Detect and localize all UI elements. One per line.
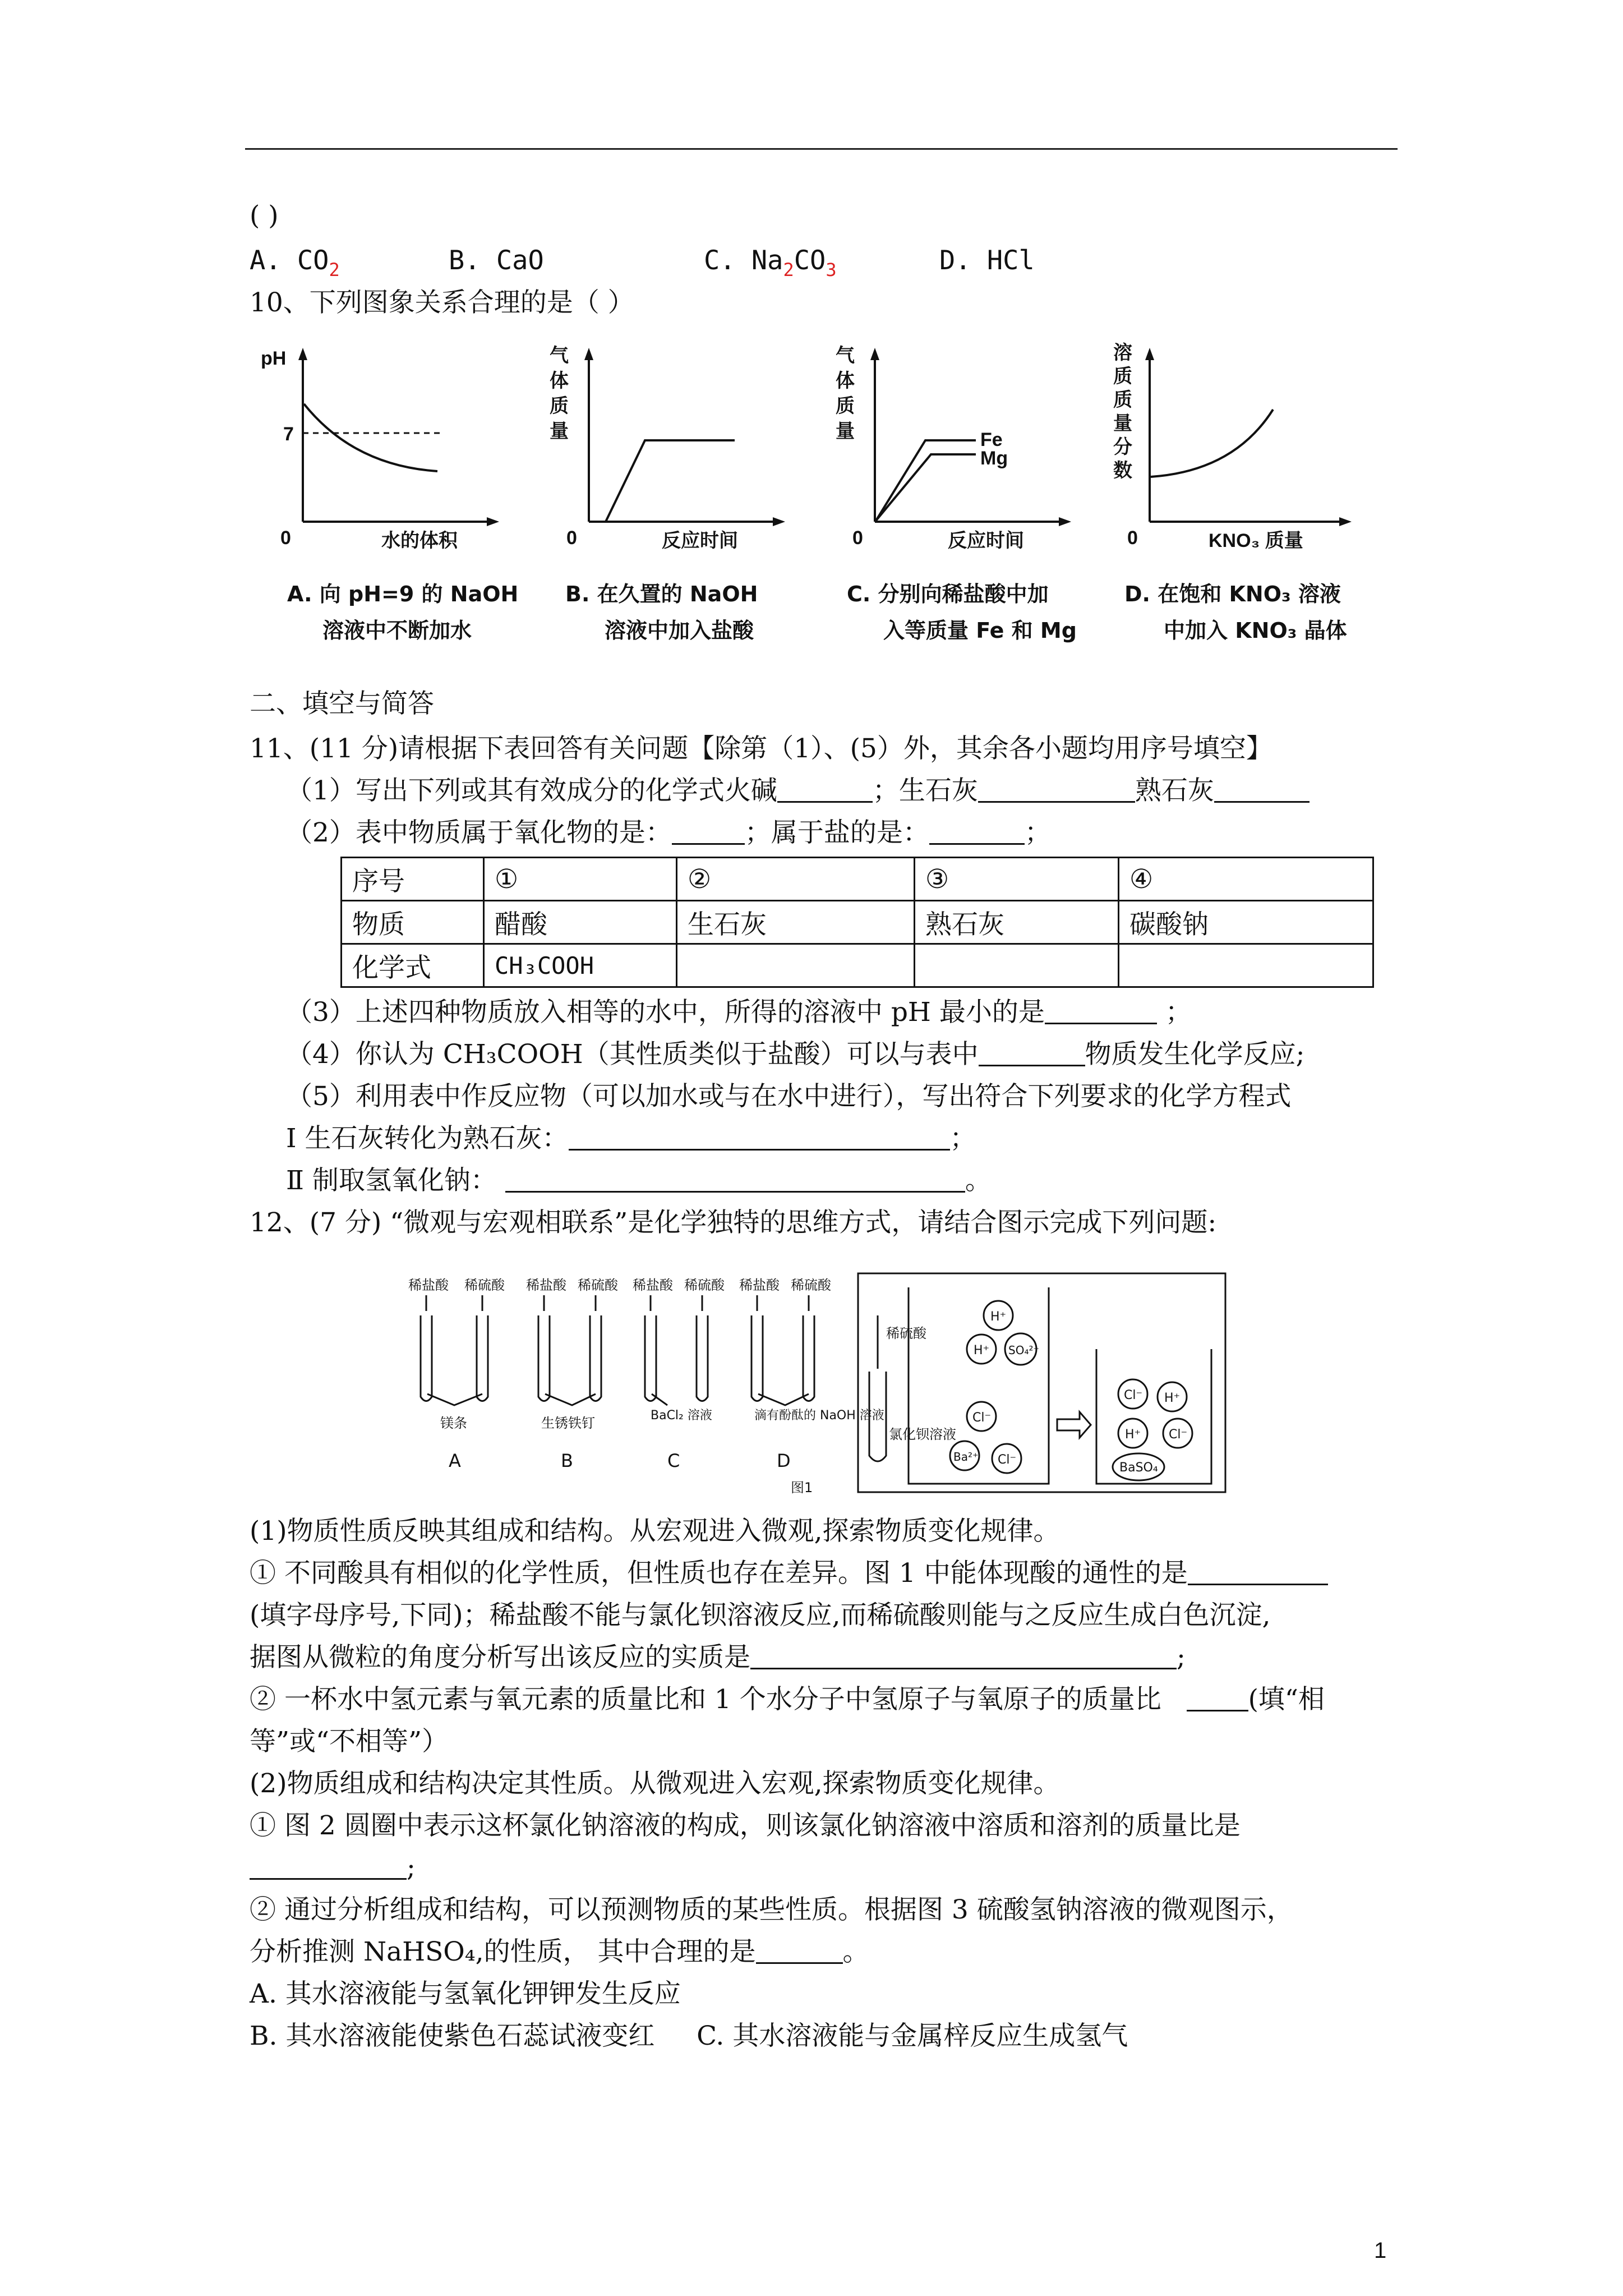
svg-text:溶: 溶: [1113, 342, 1132, 364]
svg-text:稀盐酸: 稀盐酸: [633, 1277, 673, 1293]
header-rule: [245, 148, 1398, 150]
q9-paren: ( ): [250, 200, 279, 231]
chart-a-caption-2: 溶液中不断加水: [322, 618, 472, 643]
svg-text:稀硫酸: 稀硫酸: [578, 1277, 618, 1293]
q12-line-11: 分析推测 NaHSO₄,的性质， 其中合理的是 。: [250, 1936, 869, 1967]
svg-text:质: 质: [1113, 366, 1132, 387]
svg-text:A: A: [449, 1450, 461, 1471]
q12-line-2: ① 不同酸具有相似的化学性质，但性质也存在差异。图 1 中能体现酸的通性的是: [250, 1557, 1328, 1590]
q9-option-b: B. CaO: [449, 245, 544, 276]
q11-part1: （1）写出下列或其有效成分的化学式火碱 ；生石灰 熟石灰: [286, 774, 1310, 808]
svg-text:B: B: [561, 1450, 573, 1471]
svg-text:SO₄²⁻: SO₄²⁻: [1008, 1343, 1040, 1357]
svg-text:量: 量: [550, 421, 569, 442]
chart-a-y-label: pH: [261, 348, 287, 369]
chart-a-origin: 0: [280, 527, 291, 549]
svg-text:氯化钡溶液: 氯化钡溶液: [889, 1427, 956, 1442]
svg-text:气: 气: [836, 345, 855, 366]
svg-text:滴有酚酞的 NaOH 溶液: 滴有酚酞的 NaOH 溶液: [754, 1409, 884, 1423]
chart-a-x-label: 水的体积: [381, 530, 458, 550]
chart-a: [252, 337, 510, 550]
chart-b-caption-2: 溶液中加入盐酸: [605, 618, 754, 643]
q12-option-b: B. 其水溶液能使紫色石蕊试液变红 C. 其水溶液能与金属梓反应生成氢气: [250, 2021, 1128, 2051]
svg-text:H⁺: H⁺: [990, 1310, 1007, 1324]
section-heading: 二、填空与简答: [250, 688, 434, 719]
chart-d: [1110, 337, 1368, 550]
chart-c-series-mg: Mg: [980, 448, 1008, 469]
q11-stem: 11、(11 分)请根据下表回答有关问题【除第（1）、(5）外，其余各小题均用序号填空】: [250, 733, 1272, 764]
table-header-number: 序号: [342, 858, 484, 901]
chart-b-x-label: 反应时间: [662, 530, 738, 550]
figure-1: [404, 1271, 1228, 1512]
svg-text:Cl⁻: Cl⁻: [1124, 1388, 1143, 1402]
q12-line-5: ② 一杯水中氢元素与氧元素的质量比和 1 个水分子中氢原子与氧原子的质量比 (填“相: [250, 1684, 1325, 1715]
svg-text:镁条: 镁条: [440, 1415, 467, 1431]
chart-c-series-fe: Fe: [980, 429, 1003, 450]
chart-b-origin: 0: [566, 527, 577, 549]
q11-part5: （5）利用表中作反应物（可以加水或与在水中进行），写出符合下列要求的化学方程式: [286, 1081, 1292, 1112]
chart-c-x-label: 反应时间: [948, 530, 1024, 550]
chart-b: [544, 337, 802, 550]
svg-text:量: 量: [1113, 413, 1132, 434]
q12-line-4: 据图从微粒的角度分析写出该反应的实质是 ;: [250, 1642, 1186, 1673]
chart-c-caption-2: 入等质量 Fe 和 Mg: [883, 618, 1077, 643]
q11-part5-ii: Ⅱ 制取氢氧化钠： 。: [286, 1165, 992, 1196]
chart-a-tick: 7: [283, 424, 294, 445]
chart-c-caption-1: C. 分别向稀盐酸中加: [847, 582, 1049, 606]
chart-d-caption-2: 中加入 KNO₃ 晶体: [1164, 618, 1347, 643]
page-number: 1: [1374, 2238, 1387, 2263]
svg-text:体: 体: [836, 370, 855, 392]
svg-text:H⁺: H⁺: [974, 1343, 990, 1358]
q10-stem: 10、下列图象关系合理的是（ ）: [250, 287, 634, 318]
q12-option-a: A. 其水溶液能与氢氧化钾钾发生反应: [250, 1978, 681, 2009]
table-header-formula: 化学式: [342, 944, 484, 987]
q12-line-6: 等”或“不相等”）: [250, 1726, 449, 1757]
figure-1-caption: 图1: [791, 1480, 813, 1496]
q11-part3: （3）上述四种物质放入相等的水中，所得的溶液中 pH 最小的是 ；: [286, 997, 1192, 1028]
svg-text:生锈铁钉: 生锈铁钉: [541, 1415, 595, 1431]
svg-text:Ba²⁺: Ba²⁺: [953, 1450, 979, 1464]
q12-line-10: ② 通过分析组成和结构，可以预测物质的某些性质。根据图 3 硫酸氢钠溶液的微观图示，: [250, 1894, 1293, 1925]
svg-text:Cl⁻: Cl⁻: [1169, 1428, 1188, 1442]
svg-text:D: D: [777, 1450, 791, 1471]
svg-text:体: 体: [550, 370, 569, 392]
q12-line-9: ;: [250, 1851, 416, 1885]
q11-part4: （4）你认为 CH₃COOH（其性质类似于盐酸）可以与表中 物质发生化学反应;: [286, 1039, 1305, 1070]
svg-text:稀盐酸: 稀盐酸: [739, 1277, 780, 1293]
chart-d-caption-1: D. 在饱和 KNO₃ 溶液: [1124, 582, 1341, 606]
chart-b-y-label-1: 气: [550, 345, 569, 366]
q9-option-a: A. $CO_2$: [250, 245, 340, 280]
svg-text:稀硫酸: 稀硫酸: [791, 1277, 831, 1293]
chart-c-origin: 0: [852, 527, 863, 549]
svg-text:Cl⁻: Cl⁻: [998, 1453, 1017, 1467]
svg-text:H⁺: H⁺: [1125, 1428, 1141, 1442]
chart-d-origin: 0: [1127, 527, 1138, 549]
svg-text:稀硫酸: 稀硫酸: [684, 1277, 725, 1293]
chart-d-x-label: KNO₃ 质量: [1209, 530, 1303, 550]
q9-option-d: D. HCl: [939, 245, 1035, 276]
chart-a-caption-1: A. 向 pH=9 的 NaOH: [287, 582, 519, 606]
svg-text:BaSO₄: BaSO₄: [1119, 1461, 1158, 1475]
svg-text:质: 质: [836, 395, 855, 417]
q9-option-c: C. $Na_2CO_3$: [704, 245, 837, 280]
q12-line-3: (填字母序号,下同)；稀盐酸不能与氯化钡溶液反应,而稀硫酸则能与之反应生成白色沉淀,: [250, 1600, 1271, 1631]
svg-text:BaCl₂ 溶液: BaCl₂ 溶液: [651, 1409, 712, 1423]
q11-table: 序号 ① ② ③ ④ 物质 醋酸 生石灰 熟石灰 碳酸钠 化学式 CH₃COOH: [340, 857, 1374, 988]
svg-text:稀盐酸: 稀盐酸: [408, 1277, 449, 1293]
q12-line-7: (2)物质组成和结构决定其性质。从微观进入宏观,探索物质变化规律。: [250, 1768, 1060, 1799]
svg-text:H⁺: H⁺: [1164, 1391, 1181, 1405]
q11-part2: （2）表中物质属于氧化物的是： ；属于盐的是： ；: [286, 817, 1051, 848]
svg-text:Cl⁻: Cl⁻: [972, 1411, 992, 1425]
q11-part5-i: Ⅰ 生石灰转化为熟石灰： ；: [286, 1123, 976, 1154]
svg-text:分: 分: [1113, 436, 1132, 458]
q12-stem: 12、(7 分) “微观与宏观相联系”是化学独特的思维方式，请结合图示完成下列问题:: [250, 1207, 1217, 1238]
q12-line-1: (1)物质性质反映其组成和结构。从宏观进入微观,探索物质变化规律。: [250, 1516, 1060, 1547]
svg-text:C: C: [667, 1450, 680, 1471]
svg-text:数: 数: [1113, 460, 1132, 481]
chart-b-caption-1: B. 在久置的 NaOH: [565, 582, 758, 606]
svg-text:质: 质: [1113, 389, 1132, 411]
q12-line-8: ① 图 2 圆圈中表示这杯氯化钠溶液的构成，则该氯化钠溶液中溶质和溶剂的质量比是: [250, 1810, 1241, 1841]
svg-text:稀硫酸: 稀硫酸: [464, 1277, 505, 1293]
svg-text:稀盐酸: 稀盐酸: [526, 1277, 566, 1293]
svg-text:质: 质: [550, 395, 569, 417]
chart-c: [830, 337, 1088, 550]
svg-text:量: 量: [836, 421, 855, 442]
svg-text:稀硫酸: 稀硫酸: [886, 1326, 926, 1341]
table-header-substance: 物质: [342, 901, 484, 944]
